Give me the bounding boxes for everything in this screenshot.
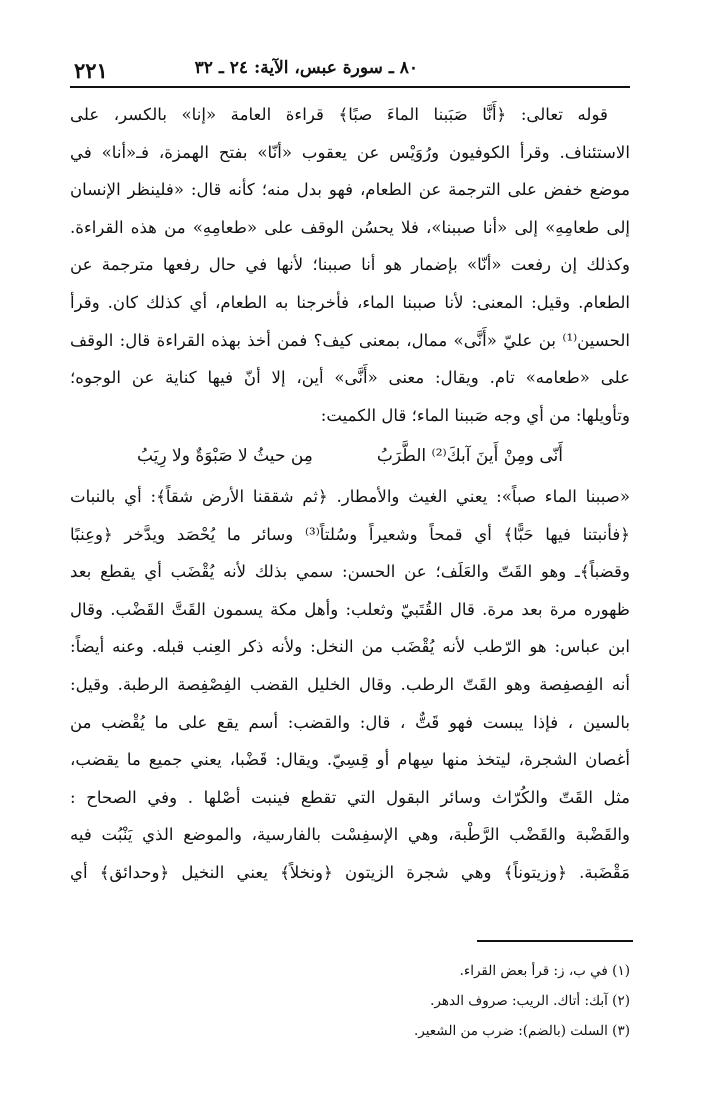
text-line: الطعام. وقيل: المعنى: لأنا صببنا الماء، فأخرجنا به الطعام، أي كذلك كان. وقرأ — [70, 292, 630, 312]
main-text — [70, 96, 630, 891]
text-line: مثل القَتّ والكُرّاث وسائر البقول التي تقطع فينبت أصْلها . وفي الصحاح : — [70, 787, 630, 807]
poem-hemistich-left: مِن حيثُ لا صَبْوَةٌ ولا رِيَبُ — [137, 446, 313, 467]
text-line: أنه الفِصفِصة وهو القَتّ الرطب. وقال الخليل القضب الفِصْفِصة الرطبة. وقيل: — [70, 674, 630, 694]
text-line: والقَضْبة والقَضْب الرَّطْبة، وهي الإسفِسْت بالفارسية، والموضع الذي يَنْبُت فيه — [70, 825, 630, 845]
footnote: (٣) السلت (بالضم): ضرب من الشعير. — [413, 1023, 630, 1039]
poem-hemistich-right: أَنّى ومِنْ أَينَ آبكَ⁽²⁾ الطَّرَبُ — [376, 446, 563, 467]
text-line: وتأويلها: من أي وجه صَببنا الماء؛ قال الكميت: — [320, 405, 630, 425]
running-title: ٨٠ ـ سورة عبس، الآية: ٢٤ ـ ٣٢ — [194, 58, 418, 78]
text-line: مَقْضَبة. ﴿وزيتوناً﴾ وهي شجرة الزيتون ﴿ونخلاً﴾ يعني النخيل ﴿وحدائق﴾ أي — [70, 862, 630, 882]
text-line: بالسين ، فإذا يبست فهو قَتٌّ ، قال: والقضب: أسم يقع على ما يُقْضب من — [70, 712, 630, 732]
text-line: أغصان الشجرة، ليتخذ منها سِهام أو قِسِيّ. ويقال: قَضْبا، يعني جميع ما يقضب، — [70, 750, 630, 770]
page-header — [70, 52, 630, 88]
text-line: موضع خفض على الترجمة عن الطعام، فهو بدل منه؛ كأنه قال: «فلينظر الإنسان — [70, 180, 630, 200]
text-line: ﴿فأنبتنا فيها حَبًّا﴾ أي قمحاً وشعيراً وسُلتاً⁽³⁾ وسائر ما يُحْصَد ويدَّخر ﴿وعِنبًا — [70, 524, 630, 544]
footnote: (٢) آبك: أتاك. الريب: صروف الدهر. — [430, 993, 630, 1009]
text-line: قوله تعالى: ﴿أَنَّا صَبَبنا الماءَ صبًا﴾ قراءة العامة «إنا» بالكسر، على — [70, 105, 608, 124]
page-number: ٢٢١ — [74, 58, 108, 83]
text-line: وكذلك إن رفعت «أنّا» بإضمار هو أنا صببنا؛ لأنها في حال رفعها مترجمة عن — [70, 255, 630, 275]
poem-verse — [70, 438, 630, 476]
text-line: الحسين⁽¹⁾ بن عليّ «أَنَّى» ممال، بمعنى كيف؟ فمن أخذ بهذه القراءة قال: الوقف — [70, 330, 630, 350]
footnote: (١) في ب، ز: قرأ بعض القراء. — [459, 963, 630, 979]
text-line: «صببنا الماء صباً»: يعني الغيث والأمطار. ﴿ثم شققنا الأرض شقاً﴾: أي بالنبات — [70, 486, 630, 506]
text-line: ابن عباس: هو الرّطب لأنه يُقْضَب من النخل: ولأنه ذكر العِنب قبله. وعنه أيضاً: — [70, 637, 630, 657]
text-line: على «طعامه» تام. ويقال: معنى «أَنَّى» أين، إلا أنّ فيها كناية عن الوجوه؛ — [70, 368, 630, 388]
footnotes — [250, 956, 630, 1046]
footnote-separator — [477, 940, 633, 942]
text-line: وقضباً﴾ـ وهو القَتّ والعَلَف؛ عن الحسن: سمي بذلك لأنه يُقْضَب أي يقطع بعد — [70, 562, 630, 582]
text-line: الاستئناف. وقرأ الكوفيون ورُوَيْس عن يعقوب «أنّا» بفتح الهمزة، فـ«أنا» في — [70, 142, 630, 162]
text-line: ظهوره مرة بعد مرة. قال القُتَبيّ وثعلب: وأهل مكة يسمون القَتَّ القَضْب. وقال — [70, 599, 630, 619]
text-line: إلى طعامِهِ» إلى «أنا صببنا»، فلا يحسُن الوقف على «طعامِهِ» من هذه القراءة. — [70, 217, 630, 237]
